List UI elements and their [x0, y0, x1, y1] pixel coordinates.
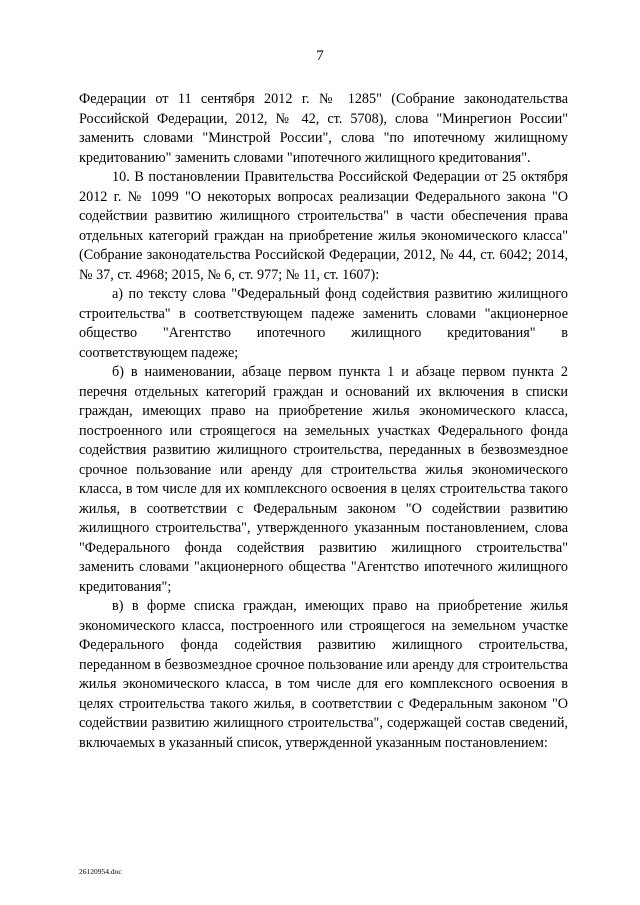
document-body	[79, 90, 568, 753]
paragraph-subitem-a: а) по тексту слова "Федеральный фонд содействия развитию жилищного строительства" в соответствующем падеже заменить словами "акционерное общество "Агентство ипотечного жилищного кредитования" в соответствующем падеже;	[79, 286, 568, 361]
paragraph-item-10: 10. В постановлении Правительства Российской Федерации от 25 октября 2012 г. № 1099 "О некоторых вопросах реализации Федерального закона "О содействии развитию жилищного строительства" в части обеспечения права отдельных категорий граждан на приобретение жилья экономического класса" (Собрание законодательства Российской Федерации, 2012, № 44, ст. 6042; 2014, № 37, ст. 4968; 2015, № 6, ст. 977; № 11, ст. 1607):	[79, 169, 568, 283]
paragraph-subitem-v: в) в форме списка граждан, имеющих право на приобретение жилья экономического класса, построенного или строящегося на земельном участке Федерального фонда содействия развитию жилищного строительства, переданном в безвозмездное срочное пользование или аренду для строительства жилья экономического класса, в том числе для его комплексного освоения в целях строительства такого жилья, в соответствии с Федеральным законом "О содействии развитию жилищного строительства", содержащей состав сведений, включаемых в указанный список, утвержденной указанным постановлением:	[79, 598, 568, 751]
paragraph-subitem-b: б) в наименовании, абзаце первом пункта 1 и абзаце первом пункта 2 перечня отдельных категорий граждан и оснований их включения в списки граждан, имеющих право на приобретение жилья экономического класса, построенного или строящегося на земельных участках Федерального фонда содействия развитию жилищного строительства, переданных в безвозмездное срочное пользование или аренду для строительства жилья экономического класса, в том числе для их комплексного освоения в целях строительства такого жилья, в соответствии с Федеральным законом "О содействии развитию жилищного строительства", утвержденного указанным постановлением, слова "Федерального фонда содействия развитию жилищного строительства" заменить словами "акционерного общества "Агентство ипотечного жилищного кредитования";	[79, 364, 568, 595]
footer-document-code: 26120954.doc	[79, 867, 122, 876]
page-number: 7	[316, 48, 324, 64]
paragraph-continuation: Федерации от 11 сентября 2012 г. № 1285" (Собрание законодательства Российской Федерации, 2012, № 42, ст. 5708), слова "Минрегион России" заменить словами "Минстрой России", слова "по ипотечному жилищному кредитованию" заменить словами "ипотечного жилищного кредитования".	[79, 91, 568, 166]
